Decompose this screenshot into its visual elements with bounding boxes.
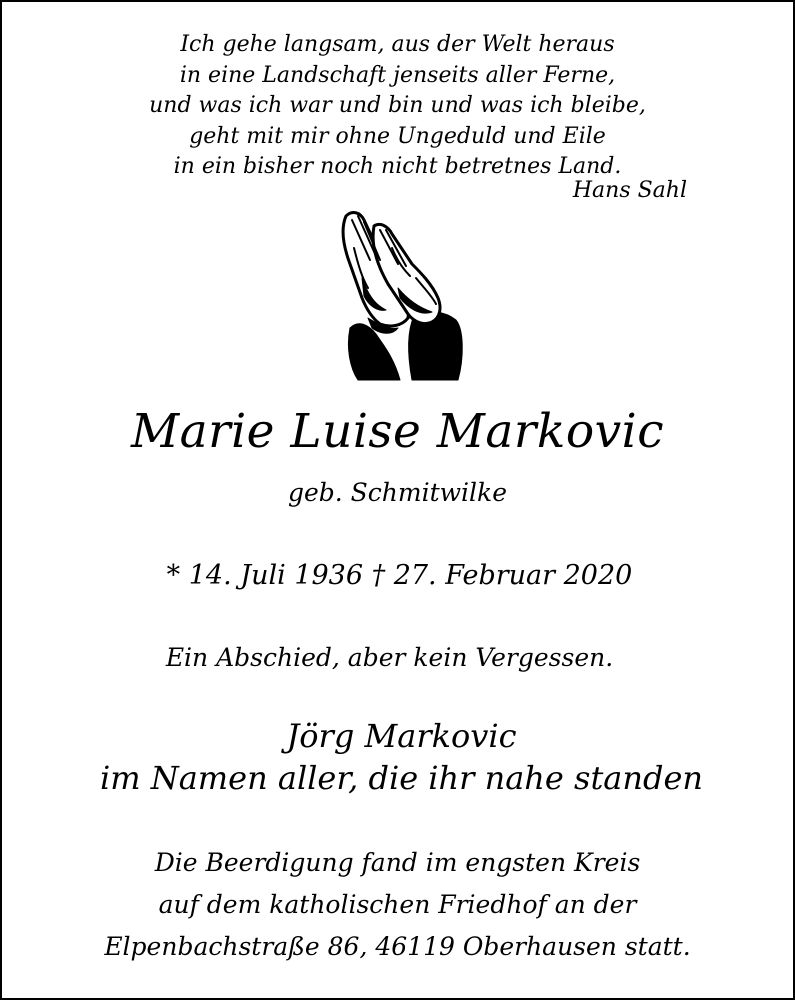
deceased-name: Marie Luise Markovic: [130, 404, 665, 459]
life-dates: * 14. Juli 1936 † 27. Februar 2020: [166, 560, 633, 591]
poem-line: in ein bisher noch nicht betretnes Land.: [173, 154, 622, 179]
signer-name: Jörg Markovic: [286, 717, 517, 755]
poem-line: geht mit mir ohne Ungeduld und Eile: [189, 123, 606, 149]
born-name: geb. Schmitwilke: [287, 478, 507, 507]
burial-line: Elpenbachstraße 86, 46119 Oberhausen statt.: [104, 932, 691, 961]
burial-line: Die Beerdigung fand im engsten Kreis: [154, 848, 641, 877]
signer-block: [4, 715, 795, 799]
burial-notice: [0, 842, 795, 968]
poem-line: in eine Landschaft jenseits aller Ferne,: [179, 62, 616, 88]
poem-author: Hans Sahl: [572, 178, 687, 203]
poem-line: und was ich war und bin und was ich bleibe,: [149, 93, 646, 118]
burial-line: auf dem katholischen Friedhof an der: [158, 890, 637, 919]
signer-note: im Namen aller, die ihr nahe standen: [99, 759, 704, 797]
poem-line: Ich gehe langsam, aus der Welt heraus: [180, 32, 615, 57]
farewell-line: Ein Abschied, aber kein Vergessen.: [165, 643, 614, 672]
praying-hands-icon: [328, 208, 468, 386]
poem: [15, 30, 780, 183]
